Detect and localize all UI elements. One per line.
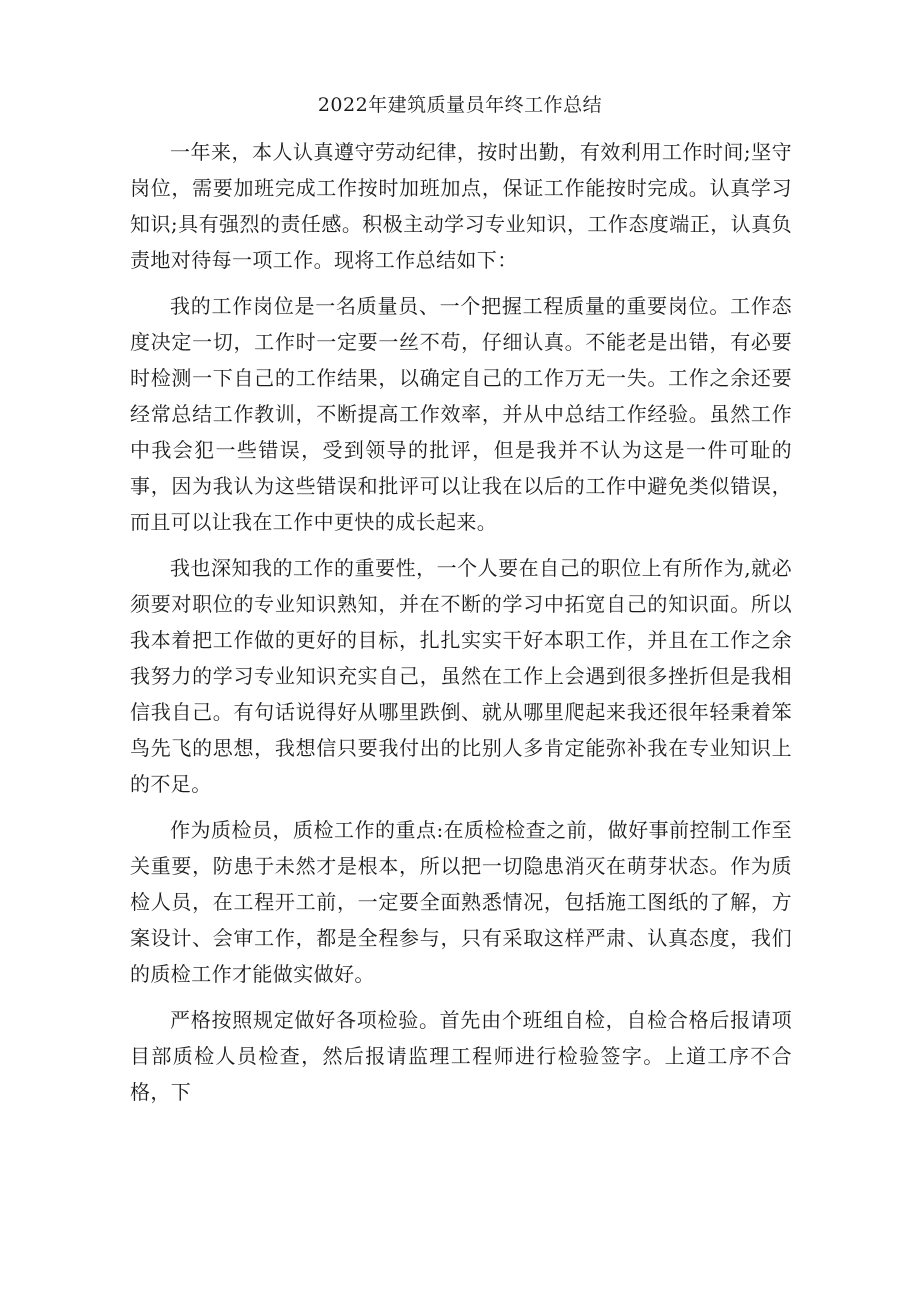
paragraph-3: 我也深知我的工作的重要性，一个人要在自己的职位上有所作为,就必须要对职位的专业知识熟知，并在不断的学习中拓宽自己的知识面。所以我本着把工作做的更好的目标，扎扎实实干好本职工作，并且在工作之余我努力的学习专业知识充实自己，虽然在工作上会遇到很多挫折但是我相信我自己。有句话说得好从哪里跌倒、就从哪里爬起来我还很年轻秉着笨鸟先飞的思想，我想信只要我付出的比别人多肯定能弥补我在专业知识上的不足。 (130, 556, 792, 796)
paragraph-1: 一年来，本人认真遵守劳动纪律，按时出勤，有效利用工作时间;坚守岗位，需要加班完成工作按时加班加点，保证工作能按时完成。认真学习知识;具有强烈的责任感。积极主动学习专业知识，工作态度端正，认真负责地对待每一项工作。现将工作总结如下： (130, 140, 792, 272)
document-title: 2022年建筑质量员年终工作总结 (317, 94, 603, 116)
document-body (130, 134, 792, 1120)
paragraph-4: 作为质检员，质检工作的重点:在质检检查之前，做好事前控制工作至关重要，防患于未然才是根本，所以把一切隐患消灭在萌芽状态。作为质检人员，在工程开工前，一定要全面熟悉情况，包括施工图纸的了解，方案设计、会审工作，都是全程参与，只有采取这样严肃、认真态度，我们的质检工作才能做实做好。 (130, 818, 792, 986)
paragraph-5: 严格按照规定做好各项检验。首先由个班组自检，自检合格后报请项目部质检人员检查，然后报请监理工程师进行检验签字。上道工序不合格，下 (130, 1008, 792, 1104)
paragraph-2: 我的工作岗位是一名质量员、一个把握工程质量的重要岗位。工作态度决定一切，工作时一定要一丝不苟，仔细认真。不能老是出错，有必要时检测一下自己的工作结果，以确定自己的工作万无一失。工作之余还要经常总结工作教训，不断提高工作效率，并从中总结工作经验。虽然工作中我会犯一些错误，受到领导的批评，但是我并不认为这是一件可耻的事，因为我认为这些错误和批评可以让我在以后的工作中避免类似错误，而且可以让我在工作中更快的成长起来。 (130, 294, 792, 534)
